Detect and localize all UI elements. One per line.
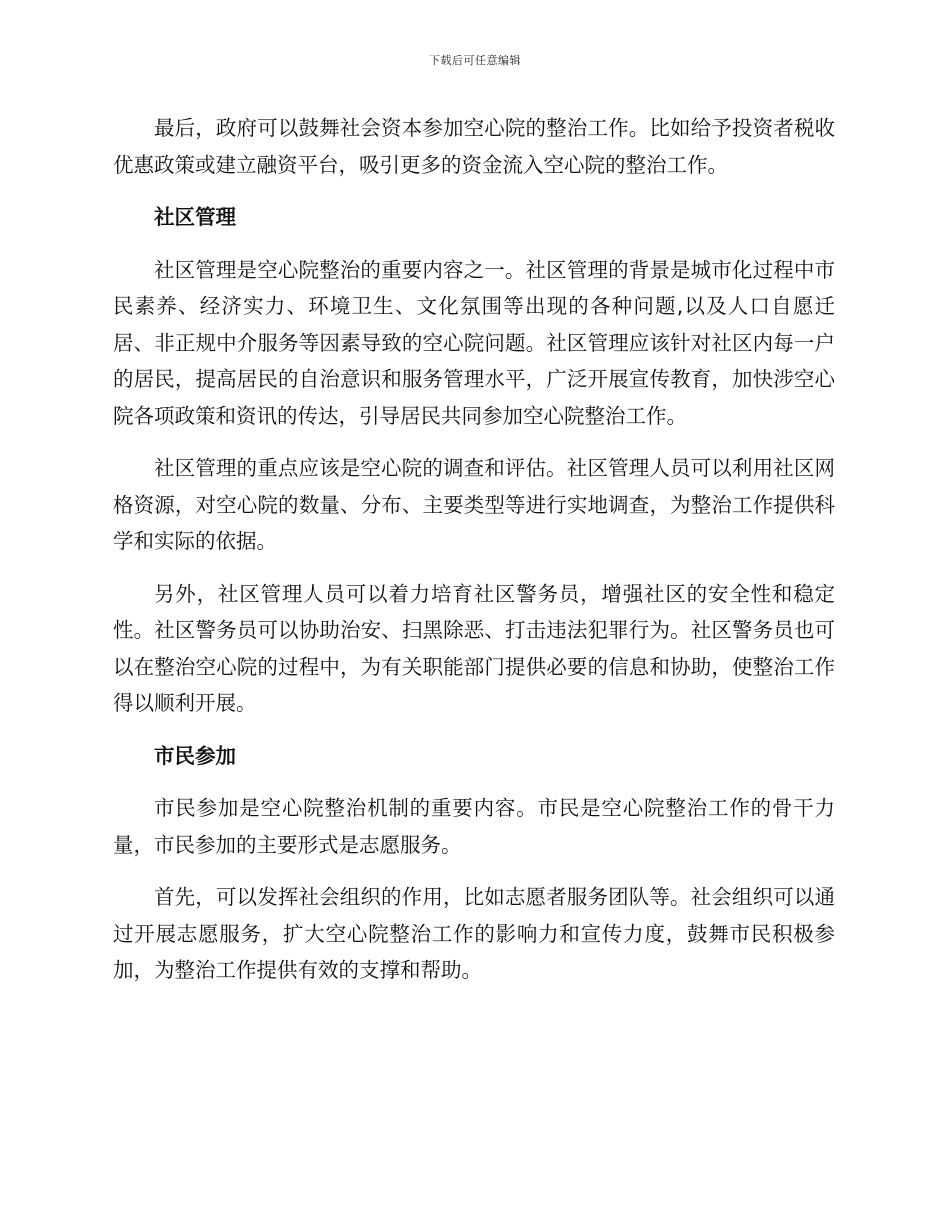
- paragraph-community-survey: 社区管理的重点应该是空心院的调查和评估。社区管理人员可以利用社区网格资源，对空心院的数量、分布、主要类型等进行实地调查，为整治工作提供科学和实际的依据。: [113, 456, 835, 553]
- heading-community-management: 社区管理: [154, 205, 236, 229]
- document-body: [113, 110, 835, 1005]
- paragraph-citizen-intro: 市民参加是空心院整治机制的重要内容。市民是空心院整治工作的骨干力量，市民参加的主要形式是志愿服务。: [113, 796, 835, 857]
- paragraph-community-police: 另外，社区管理人员可以着力培育社区警务员，增强社区的安全性和稳定性。社区警务员可以协助治安、扫黑除恶、打击违法犯罪行为。社区警务员也可以在整治空心院的过程中，为有关职能部门提供必要的信息和协助，使整治工作得以顺利开展。: [113, 581, 835, 715]
- paragraph-investment: 最后，政府可以鼓舞社会资本参加空心院的整治工作。比如给予投资者税收优惠政策或建立融资平台，吸引更多的资金流入空心院的整治工作。: [113, 116, 835, 177]
- paragraph-social-organizations: 首先，可以发挥社会组织的作用，比如志愿者服务团队等。社会组织可以通过开展志愿服务，扩大空心院整治工作的影响力和宣传力度，鼓舞市民积极参加，为整治工作提供有效的支撑和帮助。: [113, 885, 835, 982]
- page-header: 下载后可任意编辑: [429, 54, 521, 67]
- heading-citizen-participation: 市民参加: [154, 743, 236, 768]
- paragraph-community-intro: 社区管理是空心院整治的重要内容之一。社区管理的背景是城市化过程中市民素养、经济实力、环境卫生、文化氛围等出现的各种问题,以及人口自愿迁居、非正规中介服务等因素导致的空心院问题。社区管理应该针对社区内每一户的居民，提高居民的自治意识和服务管理水平，广泛开展宣传教育，加快涉空心院各项政策和资讯的传达，引导居民共同参加空心院整治工作。: [113, 257, 835, 428]
